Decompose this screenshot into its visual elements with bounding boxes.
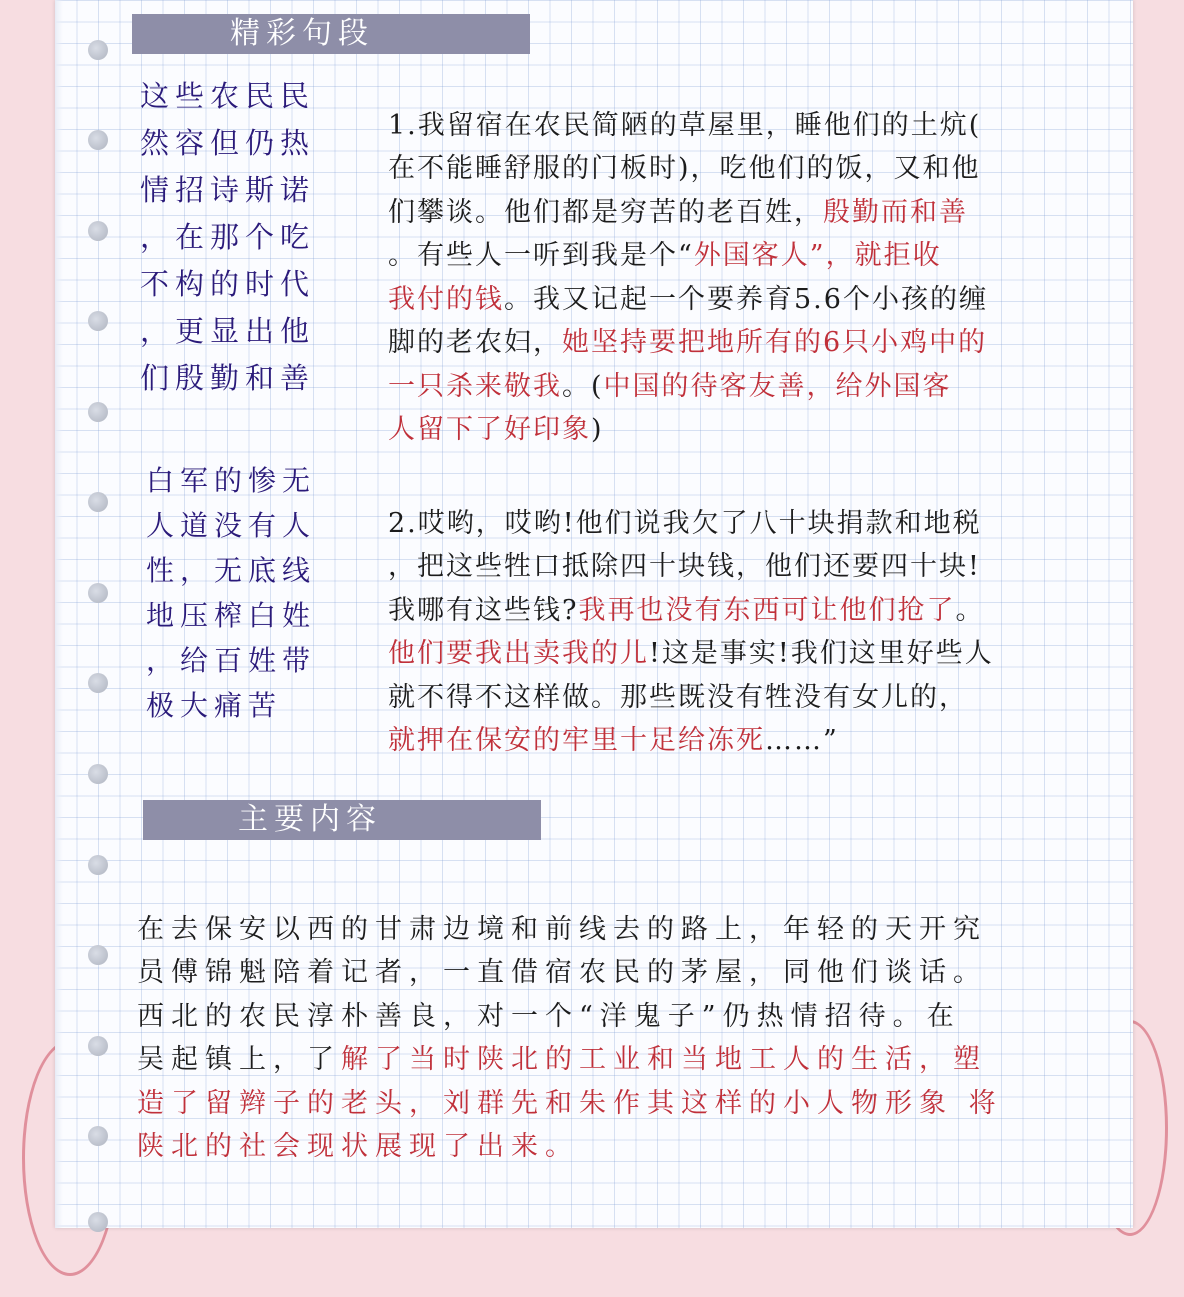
passage-1-highlight: 中国的待客友善，给外国客 人留下了好印象 bbox=[388, 370, 952, 445]
passage-1 bbox=[388, 60, 1128, 452]
passage-1-text: ) bbox=[591, 414, 604, 445]
section-title-highlights: 精彩句段 bbox=[132, 14, 530, 54]
binder-hole bbox=[88, 855, 108, 875]
binder-hole bbox=[88, 492, 108, 512]
main-content-summary bbox=[137, 864, 1117, 1169]
binder-hole bbox=[88, 673, 108, 693]
passage-1-text: 。我又记起一个要养育5.6个小孩的缠 脚的老农妇， bbox=[388, 283, 988, 358]
paper-edge bbox=[55, 0, 63, 1228]
passage-1-text: 。有些人一听到我是个“ bbox=[388, 240, 694, 271]
binder-hole bbox=[88, 583, 108, 603]
binder-hole bbox=[88, 221, 108, 241]
passage-2-highlight: 我再也没有东西可让他们抢了 bbox=[578, 594, 956, 626]
summary-text: 在去保安以西的甘肃边境和前线去的路上，年轻的天开究 员傅锦魁陪着记者，一直借宿农民的茅屋，同他们谈话。 西北的农民淳朴善良，对一个“洋鬼子”仍热情招待。在 吴起镇上，了 bbox=[137, 913, 987, 1075]
passage-1-highlight: 外国客人”，就拒收 我付的钱 bbox=[388, 240, 942, 315]
passage-2-text: 。 bbox=[955, 594, 985, 626]
passage-1-highlight: 她坚持要把地所有的6只小鸡中的 一只杀来敬我 bbox=[388, 327, 988, 402]
passage-1-text: 1.我留宿在农民简陋的草屋里，睡他们的土炕( 在不能睡舒服的门板时)，吃他们的饭，又和他 们攀谈。他们都是穷苦的老百姓， bbox=[388, 109, 982, 228]
passage-2-text: !这是事实!我们这里好些人 就不得不这样做。那些既没有牲没有女儿的， bbox=[388, 638, 994, 713]
binder-hole bbox=[88, 1036, 108, 1056]
passage-2-highlight: 他们要我出卖我的儿 bbox=[388, 638, 649, 669]
passage-2-text: 2.哎哟，哎哟!他们说我欠了八十块捐款和地税 ，把这些牲口抵除四十块钱，他们还要四十块! 我哪有这些钱? bbox=[388, 507, 982, 626]
binder-hole bbox=[88, 402, 108, 422]
binder-hole bbox=[88, 945, 108, 965]
binder-hole bbox=[88, 1212, 108, 1232]
passage-2 bbox=[388, 458, 1128, 763]
passage-1-text: 。( bbox=[562, 370, 604, 402]
binder-hole bbox=[88, 311, 108, 331]
side-note-1: 这些农民民 然容但仍热 情招诗斯诺 ，在那个吃 不构的时代 ，更显出他 们殷勤和善 bbox=[140, 79, 316, 395]
binder-hole bbox=[88, 764, 108, 784]
binder-hole bbox=[88, 130, 108, 150]
summary-highlight: 解了当时陕北的工业和当地工人的生活，塑 造了留辫子的老头，刘群先和朱作其这样的小人物形象 将 陕北的社会现状展现了出来。 bbox=[137, 1044, 1003, 1162]
section-title-main-content: 主要内容 bbox=[143, 800, 541, 840]
passage-2-text: ……” bbox=[765, 725, 839, 756]
binder-hole bbox=[88, 40, 108, 60]
passage-1-highlight: 殷勤而和善 bbox=[823, 196, 968, 228]
binder-hole bbox=[88, 1126, 108, 1146]
passage-2-highlight: 就押在保安的牢里十足给冻死 bbox=[388, 725, 765, 756]
side-note-2: 白军的惨无 人道没有人 性，无底线 地压榨白姓 ，给百姓带 极大痛苦 bbox=[146, 464, 317, 722]
